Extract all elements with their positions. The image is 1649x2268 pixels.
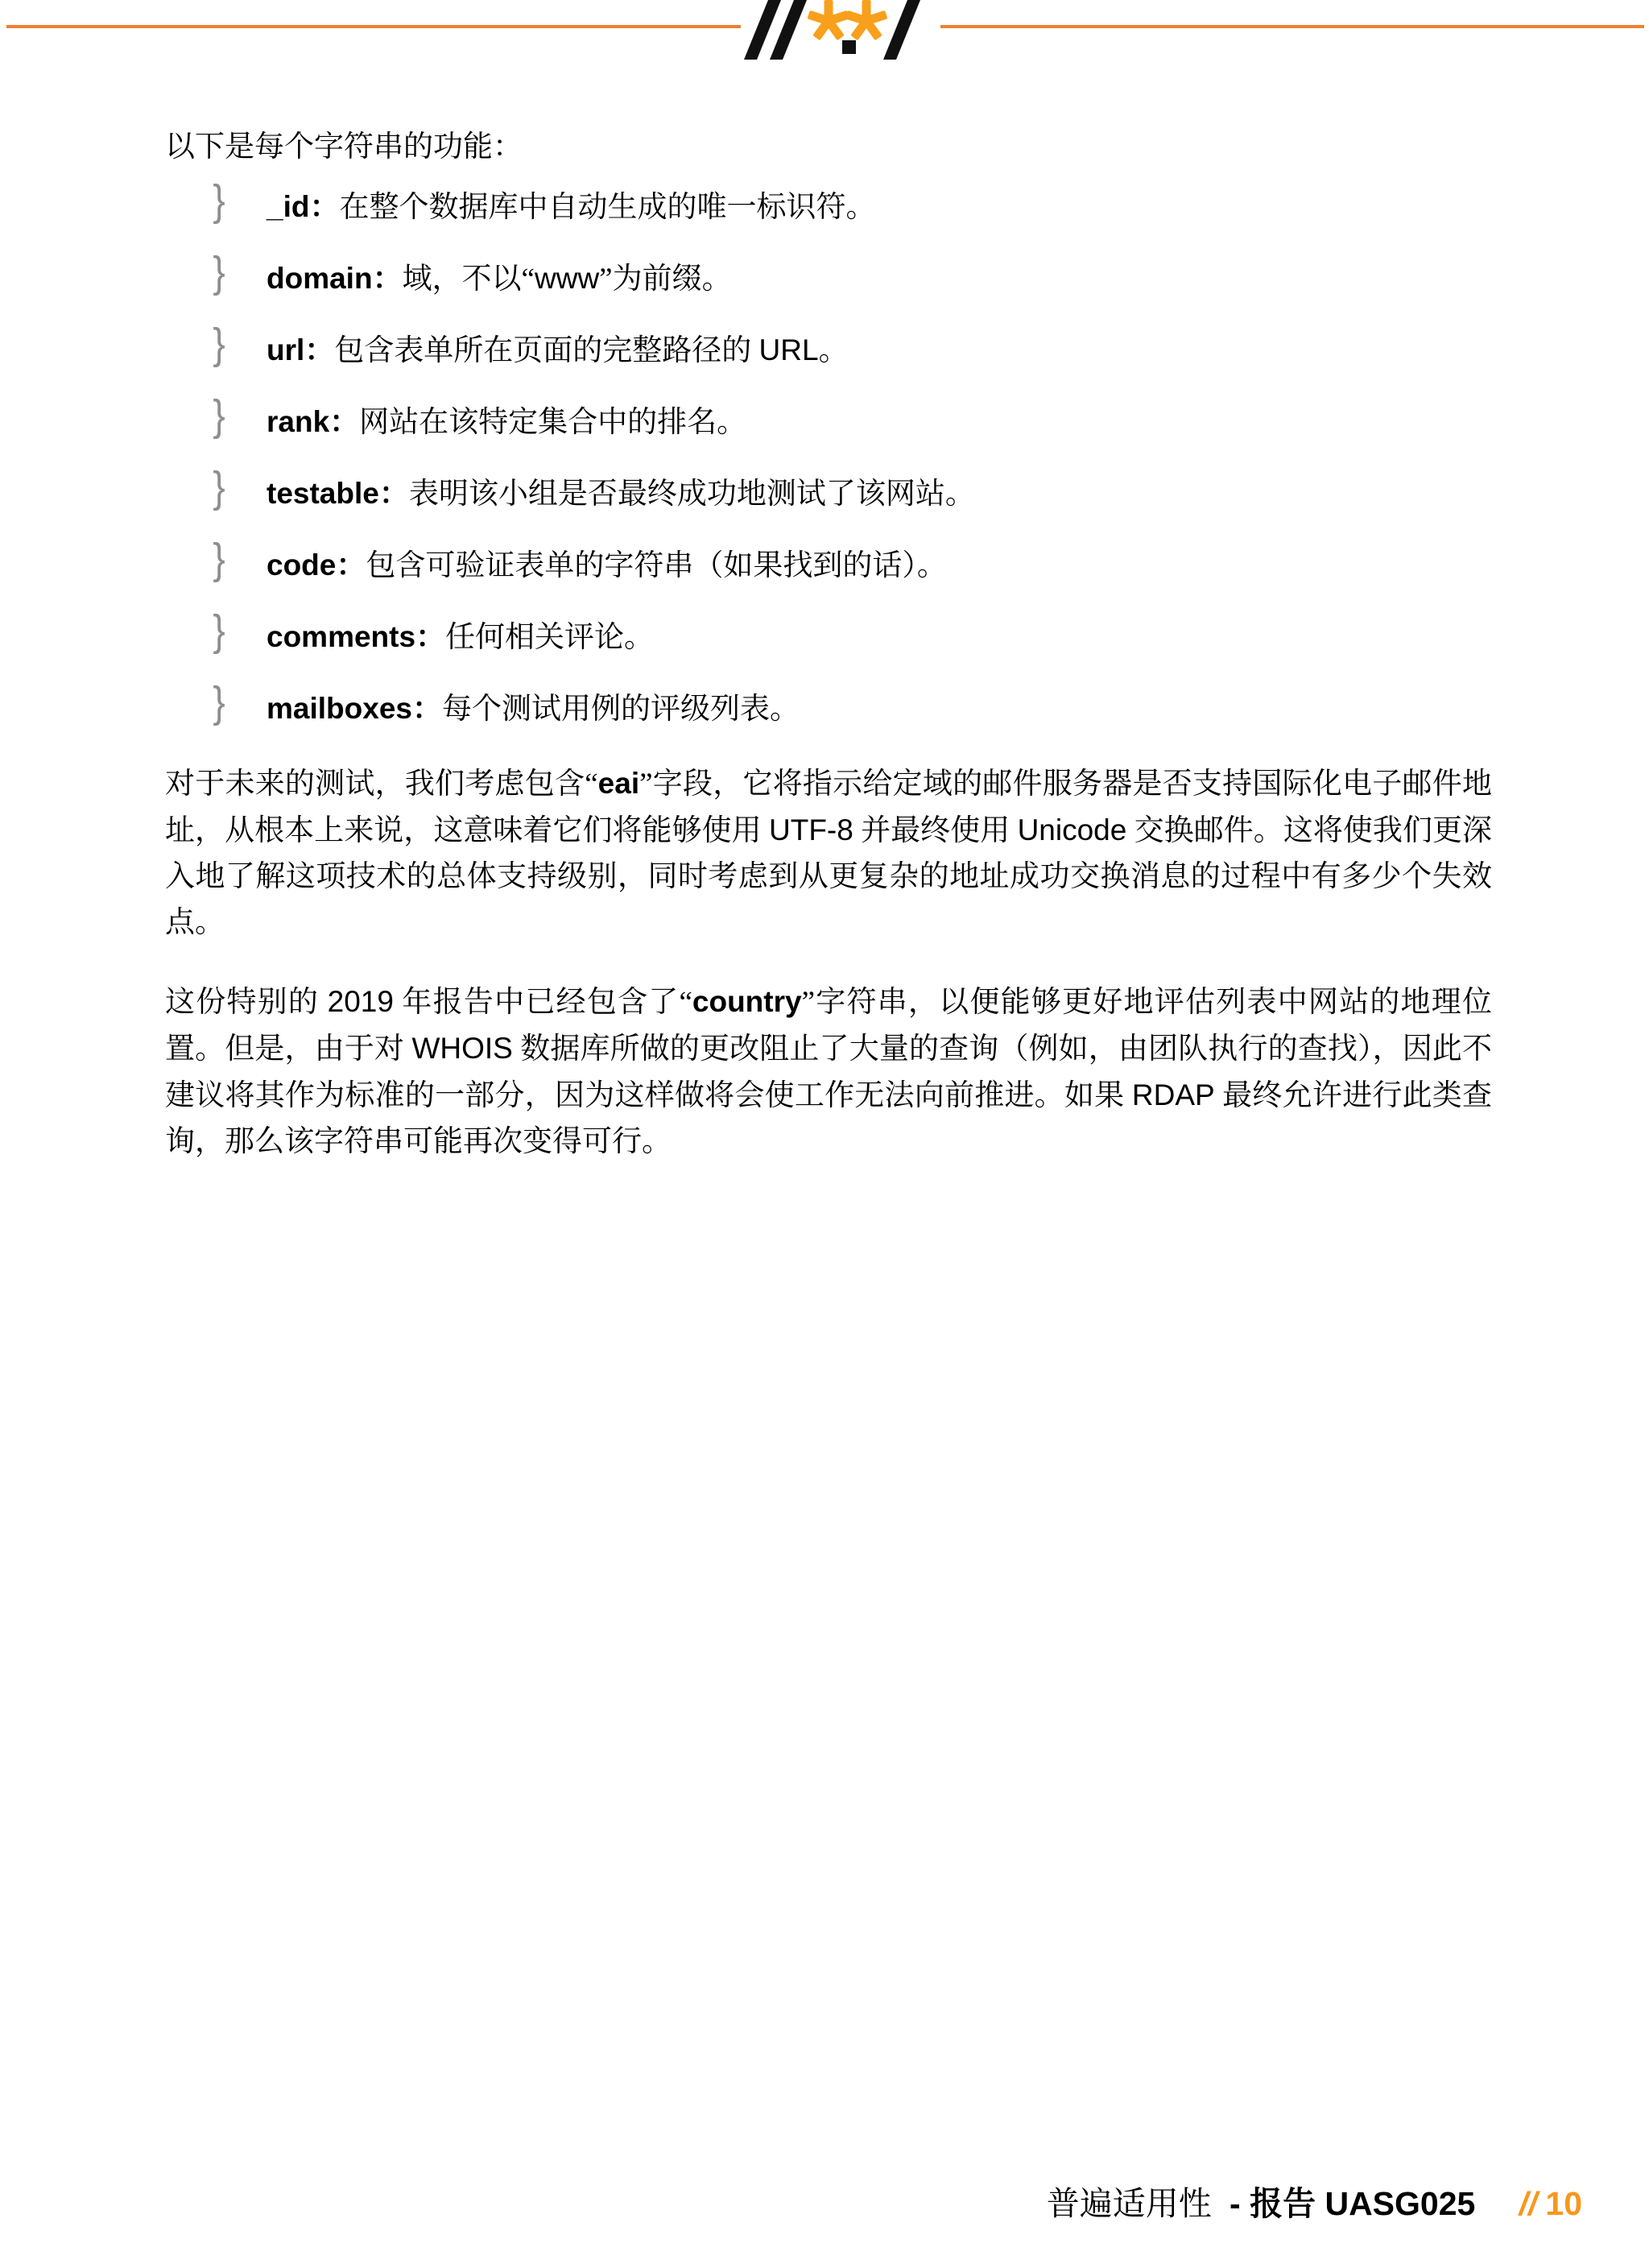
field-list-item xyxy=(165,535,1492,586)
field-colon: ： xyxy=(411,692,442,725)
field-list-item xyxy=(165,176,1492,228)
list-bullet-icon: } xyxy=(213,606,225,655)
emphasized-field-name: country xyxy=(692,985,802,1018)
uasg-logo-icon xyxy=(744,0,921,60)
field-label: domain xyxy=(267,262,373,295)
field-list-item xyxy=(165,606,1492,658)
emphasized-field-name: eai xyxy=(597,767,640,800)
body-paragraphs xyxy=(165,760,1492,1165)
latin-text: UTF-8 xyxy=(769,813,853,846)
body-paragraph: 对于未来的测试，我们考虑包含“eai”字段，它将指示给定域的邮件服务器是否支持国际化电子邮件地址，从根本上来说，这意味着它们将能够使用 UTF-8 并最终使用 Unicode 交换邮件。这将使我们更深入地了解这项技术的总体支持级别，同时考虑到从更复杂的地址成功交换消息的过程中有多少个失效点。 xyxy=(165,767,1493,939)
field-label: rank xyxy=(267,405,330,438)
header-rule-right xyxy=(940,25,1644,28)
field-description: 包含表单所在页面的完整路径的 URL。 xyxy=(334,333,849,367)
field-label: code xyxy=(267,548,337,581)
field-list-item xyxy=(165,391,1492,443)
field-list xyxy=(165,176,1492,730)
field-label: url xyxy=(267,333,305,366)
field-description: 任何相关评论。 xyxy=(445,621,655,654)
footer-report-label: - 报告 UASG025 xyxy=(1230,2185,1476,2222)
field-colon: ： xyxy=(329,405,360,438)
latin-text: 2019 xyxy=(327,985,394,1018)
field-colon: ： xyxy=(415,620,446,653)
list-bullet-icon: } xyxy=(213,678,225,726)
field-colon: ： xyxy=(372,262,403,295)
field-description: 表明该小组是否最终成功地测试了该网站。 xyxy=(408,478,975,511)
page-footer xyxy=(1047,2177,1582,2225)
field-list-item xyxy=(165,678,1492,730)
latin-text: WHOIS xyxy=(411,1032,513,1065)
field-description: 网站在该特定集合中的排名。 xyxy=(359,406,747,439)
field-list-item xyxy=(165,463,1492,515)
list-bullet-icon: } xyxy=(213,535,225,583)
field-label: mailboxes xyxy=(267,692,412,725)
latin-text: www xyxy=(535,262,600,295)
body-paragraph: 这份特别的 2019 年报告中已经包含了“country”字符串，以便能够更好地评估列表中网站的地理位置。但是，由于对 WHOIS 数据库所做的更改阻止了大量的查询（例如，由团队执行的查找），因此不建议将其作为标准的一部分，因为这样做将会使工作无法向前推进。如果 RDAP 最终允许进行此类查询，那么该字符串可能再次变得可行。 xyxy=(165,985,1493,1158)
field-list-item xyxy=(165,320,1492,371)
footer-page-indicator xyxy=(1519,2185,1582,2222)
list-bullet-icon: } xyxy=(213,320,225,368)
list-bullet-icon: } xyxy=(213,391,225,440)
list-bullet-icon: } xyxy=(213,248,225,296)
field-colon: ： xyxy=(336,548,366,581)
field-description: 域，不以“www”为前缀。 xyxy=(402,262,732,296)
field-description: 每个测试用例的评级列表。 xyxy=(441,693,800,726)
field-colon: ： xyxy=(309,190,340,223)
field-colon: ： xyxy=(304,333,335,366)
header-rule-left xyxy=(6,25,741,28)
intro-line: 以下是每个字符串的功能： xyxy=(165,130,523,163)
field-description: 在整个数据库中自动生成的唯一标识符。 xyxy=(339,191,876,224)
field-list-item xyxy=(165,248,1492,300)
page-body xyxy=(165,129,1492,1198)
footer-slashes-icon: // xyxy=(1519,2185,1538,2222)
list-bullet-icon: } xyxy=(213,176,225,225)
field-label: comments xyxy=(267,620,416,653)
footer-page-number: 10 xyxy=(1545,2185,1582,2222)
field-label: _id xyxy=(267,190,310,223)
footer-doc-title: 普遍适用性 xyxy=(1046,2185,1212,2222)
uasg-logo xyxy=(744,0,921,60)
field-description: 包含可验证表单的字符串（如果找到的话）。 xyxy=(366,549,947,582)
field-colon: ： xyxy=(378,477,409,510)
field-label: testable xyxy=(267,477,379,510)
list-bullet-icon: } xyxy=(213,463,225,511)
latin-text: RDAP xyxy=(1131,1078,1215,1111)
latin-text: URL xyxy=(758,333,819,366)
latin-text: Unicode xyxy=(1017,813,1127,846)
